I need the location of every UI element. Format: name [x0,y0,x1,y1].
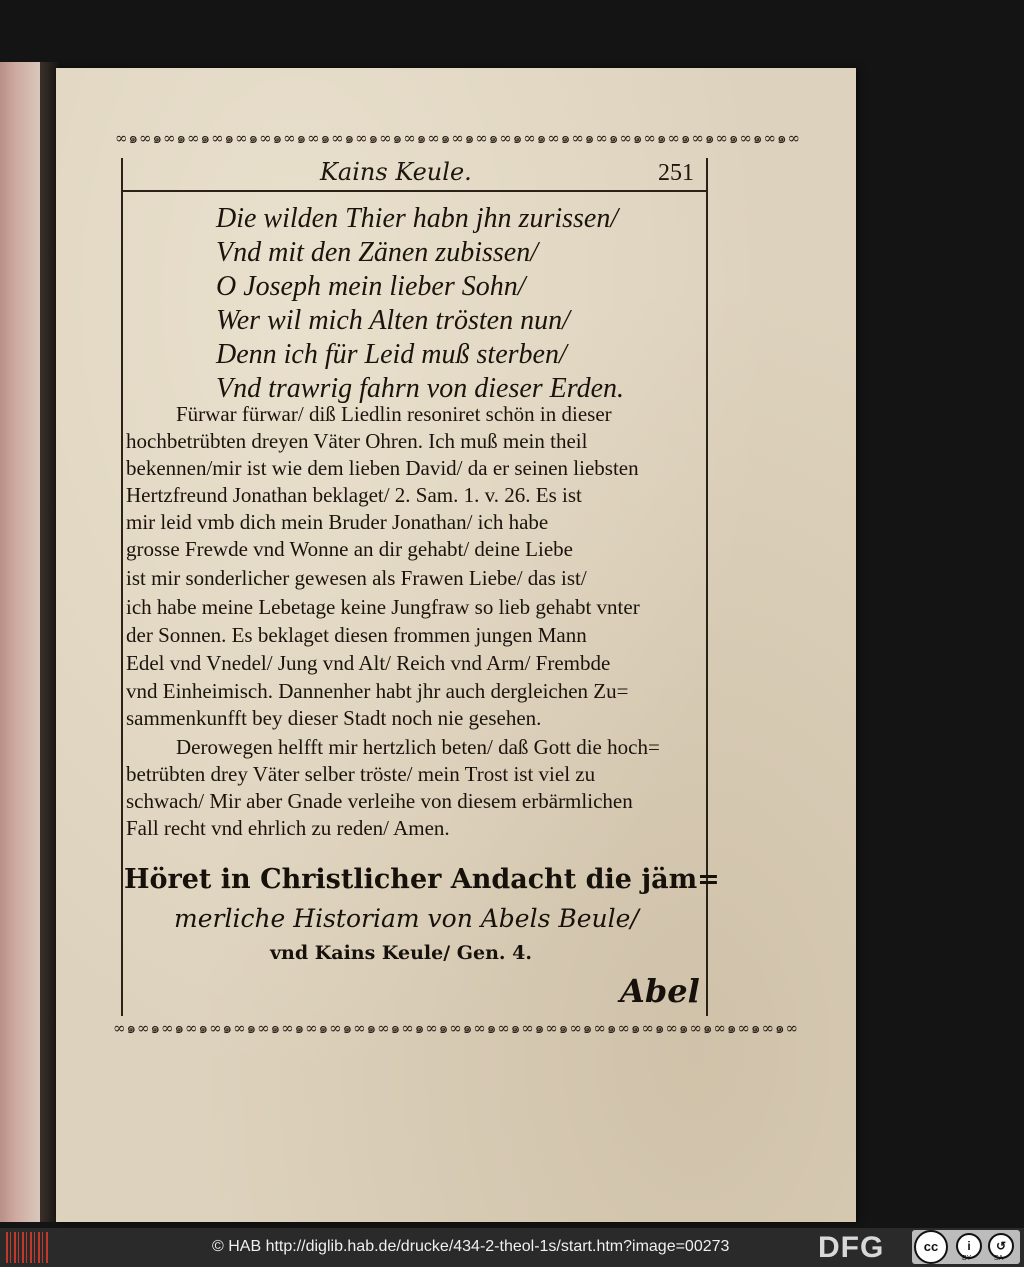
prose-line: Derowegen helfft mir hertzlich beten/ daß Gott die hoch= [176,735,660,759]
prose-line: der Sonnen. Es beklaget diesen frommen jungen Mann [126,623,587,647]
share-alike-icon: ↺ [988,1233,1014,1259]
by-attribution-icon: i [956,1233,982,1259]
dfg-logo: DFG [818,1231,885,1264]
prose-line: schwach/ Mir aber Gnade verleihe von diesem erbärmlichen [126,789,633,813]
catchword: Abel [620,972,700,1010]
cc-icon: cc [914,1230,948,1264]
prose-line: vnd Einheimisch. Dannenher habt jhr auch dergleichen Zu= [126,679,629,703]
copyright-url[interactable]: © HAB http://diglib.hab.de/drucke/434-2-theol-1s/start.htm?image=00273 [212,1238,730,1255]
verse-line: Vnd trawrig fahrn von dieser Erden. [216,373,625,404]
prose-line: bekennen/mir ist wie dem lieben David/ da er seinen liebsten [126,456,639,480]
verse-line: Denn ich für Leid muß sterben/ [216,339,567,370]
verse-line: O Joseph mein lieber Sohn/ [216,271,526,302]
footer-bar [0,1228,1024,1267]
verse-line: Wer wil mich Alten trösten nun/ [216,305,570,336]
prose-line: grosse Frewde vnd Wonne an dir gehabt/ deine Liebe [126,537,573,561]
verse-line: Die wilden Thier habn jhn zurissen/ [216,203,619,234]
by-label: BY [962,1255,972,1262]
prose-line: ich habe meine Lebetage keine Jungfraw so lieb gehabt vnter [126,595,640,619]
prose-line: hochbetrübten dreyen Väter Ohren. Ich muß mein theil [126,429,588,453]
prose-line: sammenkunfft bey dieser Stadt noch nie gesehen. [126,706,542,730]
prose-line: ist mir sonderlicher gewesen als Frawen Liebe/ das ist/ [126,566,587,590]
prose-line: betrübten drey Väter selber tröste/ mein Trost ist viel zu [126,762,596,786]
verse-line: Vnd mit den Zänen zubissen/ [216,237,538,268]
prose-line: mir leid vmb dich mein Bruder Jonathan/ ich habe [126,510,549,534]
cc-license-badge[interactable] [912,1230,1020,1264]
frame-rule-left [121,158,123,1016]
ornament-border-bottom: ∞๑∞๑∞๑∞๑∞๑∞๑∞๑∞๑∞๑∞๑∞๑∞๑∞๑∞๑∞๑∞๑∞๑∞๑∞๑∞๑∞๑∞๑∞๑∞๑∞๑∞๑∞๑∞๑∞ [113,1019,799,1037]
running-head: Kains Keule. [320,158,472,186]
ornament-border-top: ∞๑∞๑∞๑∞๑∞๑∞๑∞๑∞๑∞๑∞๑∞๑∞๑∞๑∞๑∞๑∞๑∞๑∞๑∞๑∞๑∞๑∞๑∞๑∞๑∞๑∞๑∞๑∞๑∞ [115,129,801,147]
page-number: 251 [658,160,694,186]
prose-line: Hertzfreund Jonathan beklaget/ 2. Sam. 1. v. 26. Es ist [126,483,582,507]
sa-label: SA [994,1255,1004,1262]
barcode-icon [6,1232,48,1263]
prose-line: Fürwar fürwar/ diß Liedlin resoniret schön in dieser [176,402,612,426]
section-heading-line2: merliche Historiam von Abels Beule/ [174,904,639,933]
section-heading-line3: vnd Kains Keule/ Gen. 4. [270,942,532,964]
section-heading-line1: Höret in Christlicher Andacht die jäm= [124,864,720,895]
adjacent-page-edge [0,62,40,1222]
header-rule [121,190,708,192]
prose-line: Fall recht vnd ehrlich zu reden/ Amen. [126,816,450,840]
prose-line: Edel vnd Vnedel/ Jung vnd Alt/ Reich vnd Arm/ Frembde [126,651,611,675]
